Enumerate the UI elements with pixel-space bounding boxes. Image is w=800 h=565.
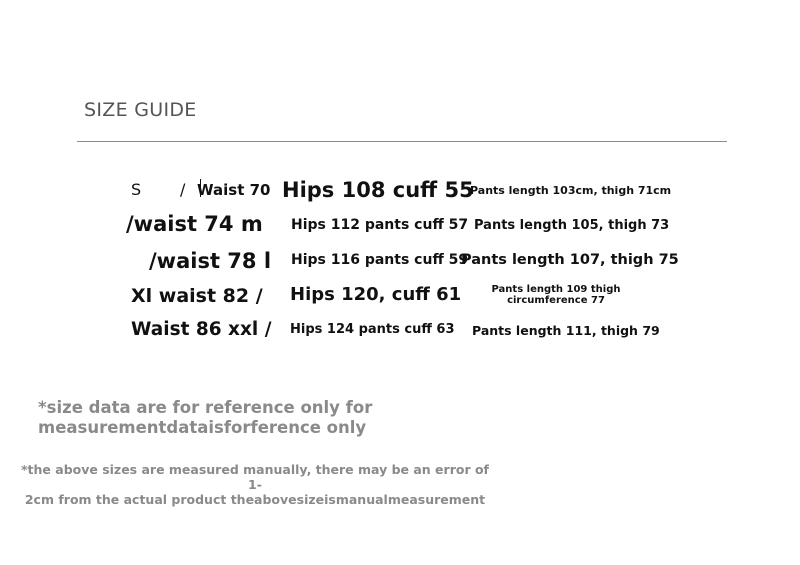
hips-cell: Hips 120, cuff 61 xyxy=(290,284,462,305)
note-line: measurementdataisforference only xyxy=(38,418,367,437)
length-cell: Pants length 111, thigh 79 xyxy=(472,323,660,338)
note-line: *size data are for reference only for xyxy=(38,398,373,417)
waist-cell: /waist 74 m xyxy=(126,212,263,236)
waist-cell: /waist 78 l xyxy=(149,249,272,273)
note-line: 2cm from the actual product theabovesizeismanualmeasurement xyxy=(24,492,486,507)
size-label-s: S xyxy=(131,180,142,199)
waist-cell: Waist 86 xxl / xyxy=(131,319,272,340)
note-line: *the above sizes are measured manually, there may be an error of 1- xyxy=(21,462,489,492)
length-line: circumference 77 xyxy=(507,295,605,306)
title-divider xyxy=(77,141,727,142)
waist-cell: Waist 70 xyxy=(197,181,271,199)
length-cell: Pants length 105, thigh 73 xyxy=(474,218,670,233)
separator-slash: / xyxy=(180,180,186,199)
hips-cell: Hips 112 pants cuff 57 xyxy=(291,217,469,233)
hips-cell: Hips 108 cuff 55 xyxy=(282,178,474,202)
length-cell: Pants length 103cm, thigh 71cm xyxy=(470,184,672,197)
hips-cell: Hips 116 pants cuff 59 xyxy=(291,252,469,268)
length-cell xyxy=(476,284,636,306)
page-title: SIZE GUIDE xyxy=(84,99,197,121)
length-cell: Pants length 107, thigh 75 xyxy=(461,252,679,268)
length-line: Pants length 109 thigh xyxy=(491,284,621,295)
reference-note xyxy=(38,398,398,438)
waist-cell: Xl waist 82 / xyxy=(131,285,263,307)
hips-cell: Hips 124 pants cuff 63 xyxy=(290,322,455,337)
measurement-note xyxy=(15,462,495,507)
